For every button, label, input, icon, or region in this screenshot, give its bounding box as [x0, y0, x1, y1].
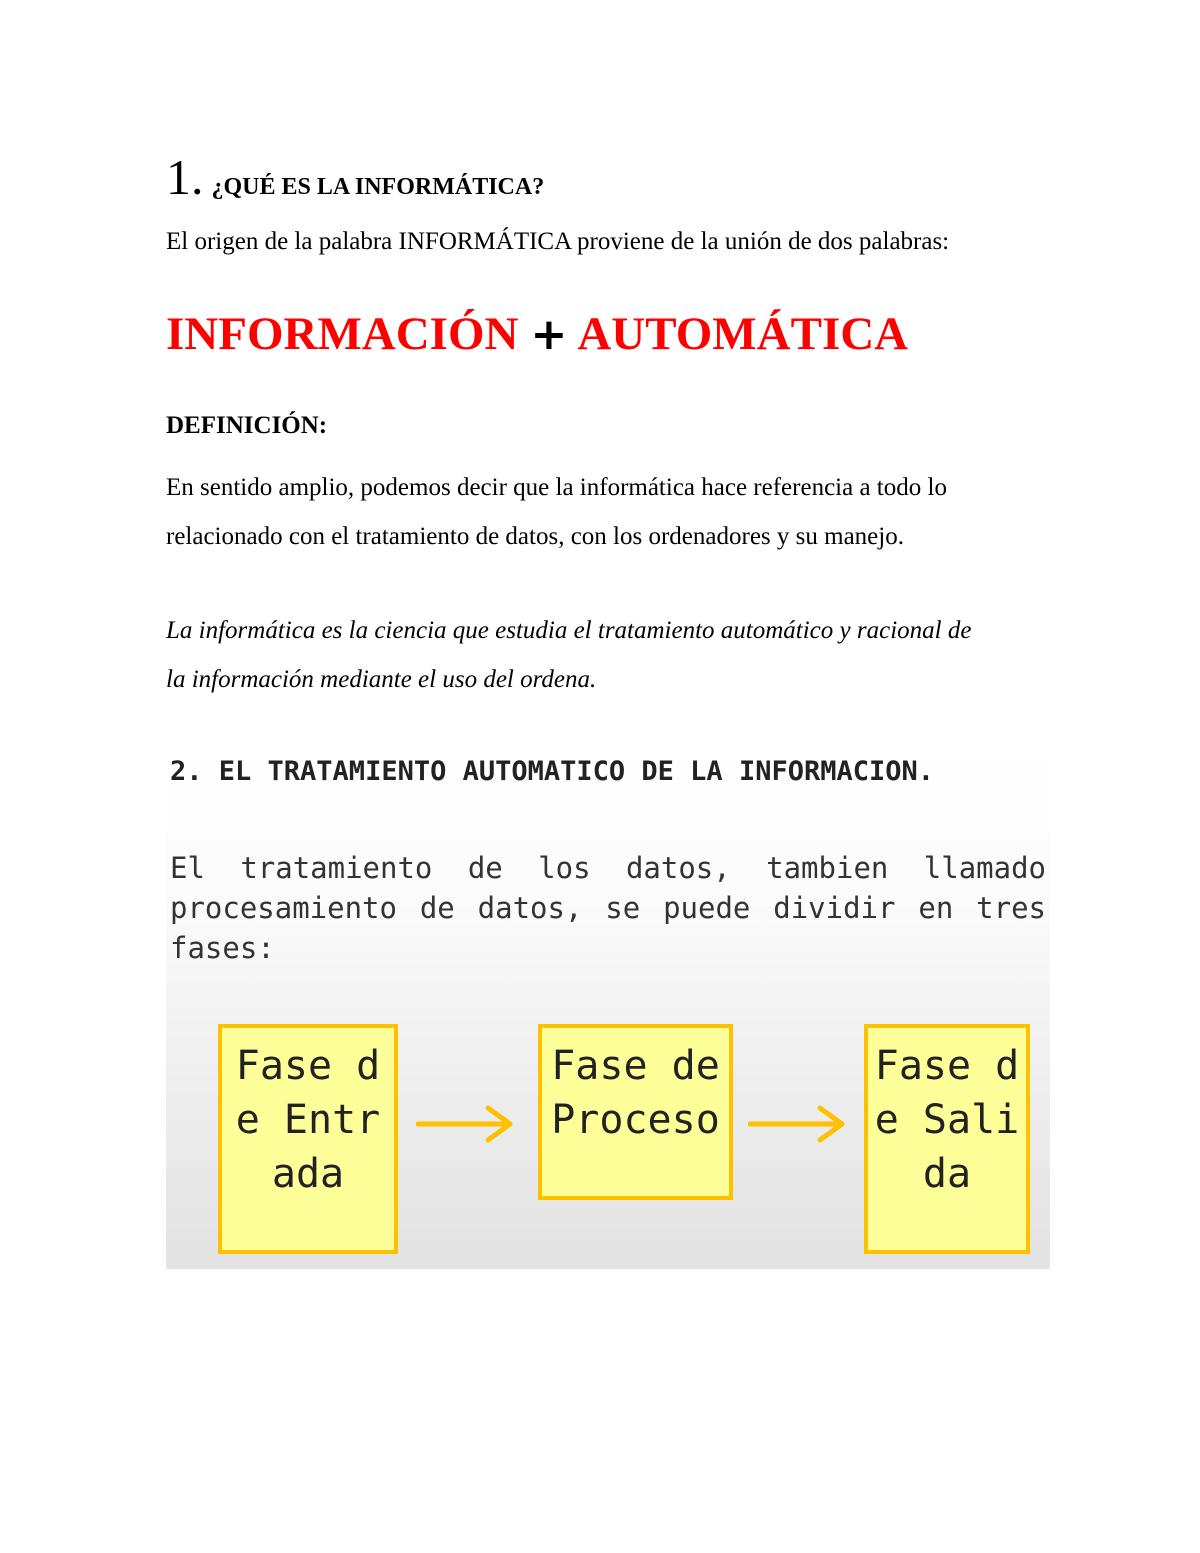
section-2-heading: 2. EL TRATAMIENTO AUTOMATICO DE LA INFORMACION.: [170, 756, 935, 787]
plus-sign: +: [530, 309, 568, 360]
definition-line-2: relacionado con el tratamiento de datos, con los ordenadores y su manejo.: [166, 523, 904, 550]
phase-box-salida: Fase de Salida: [864, 1024, 1030, 1254]
section-1-title: ¿QUÉ ES LA INFORMÁTICA?: [211, 174, 545, 200]
section-2-paragraph: El tratamiento de los datos, tambien llamado procesamiento de datos, se puede dividir en tres fases:: [170, 851, 1046, 965]
word-informacion: INFORMACIÓN: [166, 308, 519, 360]
section-1-heading: [166, 142, 544, 212]
definition-label: DEFINICIÓN:: [166, 412, 328, 439]
italic-definition-line-1: La informática es la ciencia que estudia el tratamiento automático y racional de: [166, 617, 972, 644]
phase-box-entrada: Fase de Entrada: [218, 1024, 398, 1254]
word-equation: [166, 302, 908, 367]
definition-line-1: En sentido amplio, podemos decir que la informática hace referencia a todo lo: [166, 474, 947, 501]
phase-box-proceso: Fase de Proceso: [538, 1024, 733, 1200]
word-automatica: AUTOMÁTICA: [577, 308, 909, 360]
origin-paragraph: El origen de la palabra INFORMÁTICA proviene de la unión de dos palabras:: [166, 228, 950, 255]
arrow-right-icon: [416, 1102, 516, 1146]
italic-definition-line-2: la información mediante el uso del ordena.: [166, 666, 597, 693]
section-1-number: 1.: [166, 149, 204, 205]
arrow-right-icon: [748, 1102, 848, 1146]
